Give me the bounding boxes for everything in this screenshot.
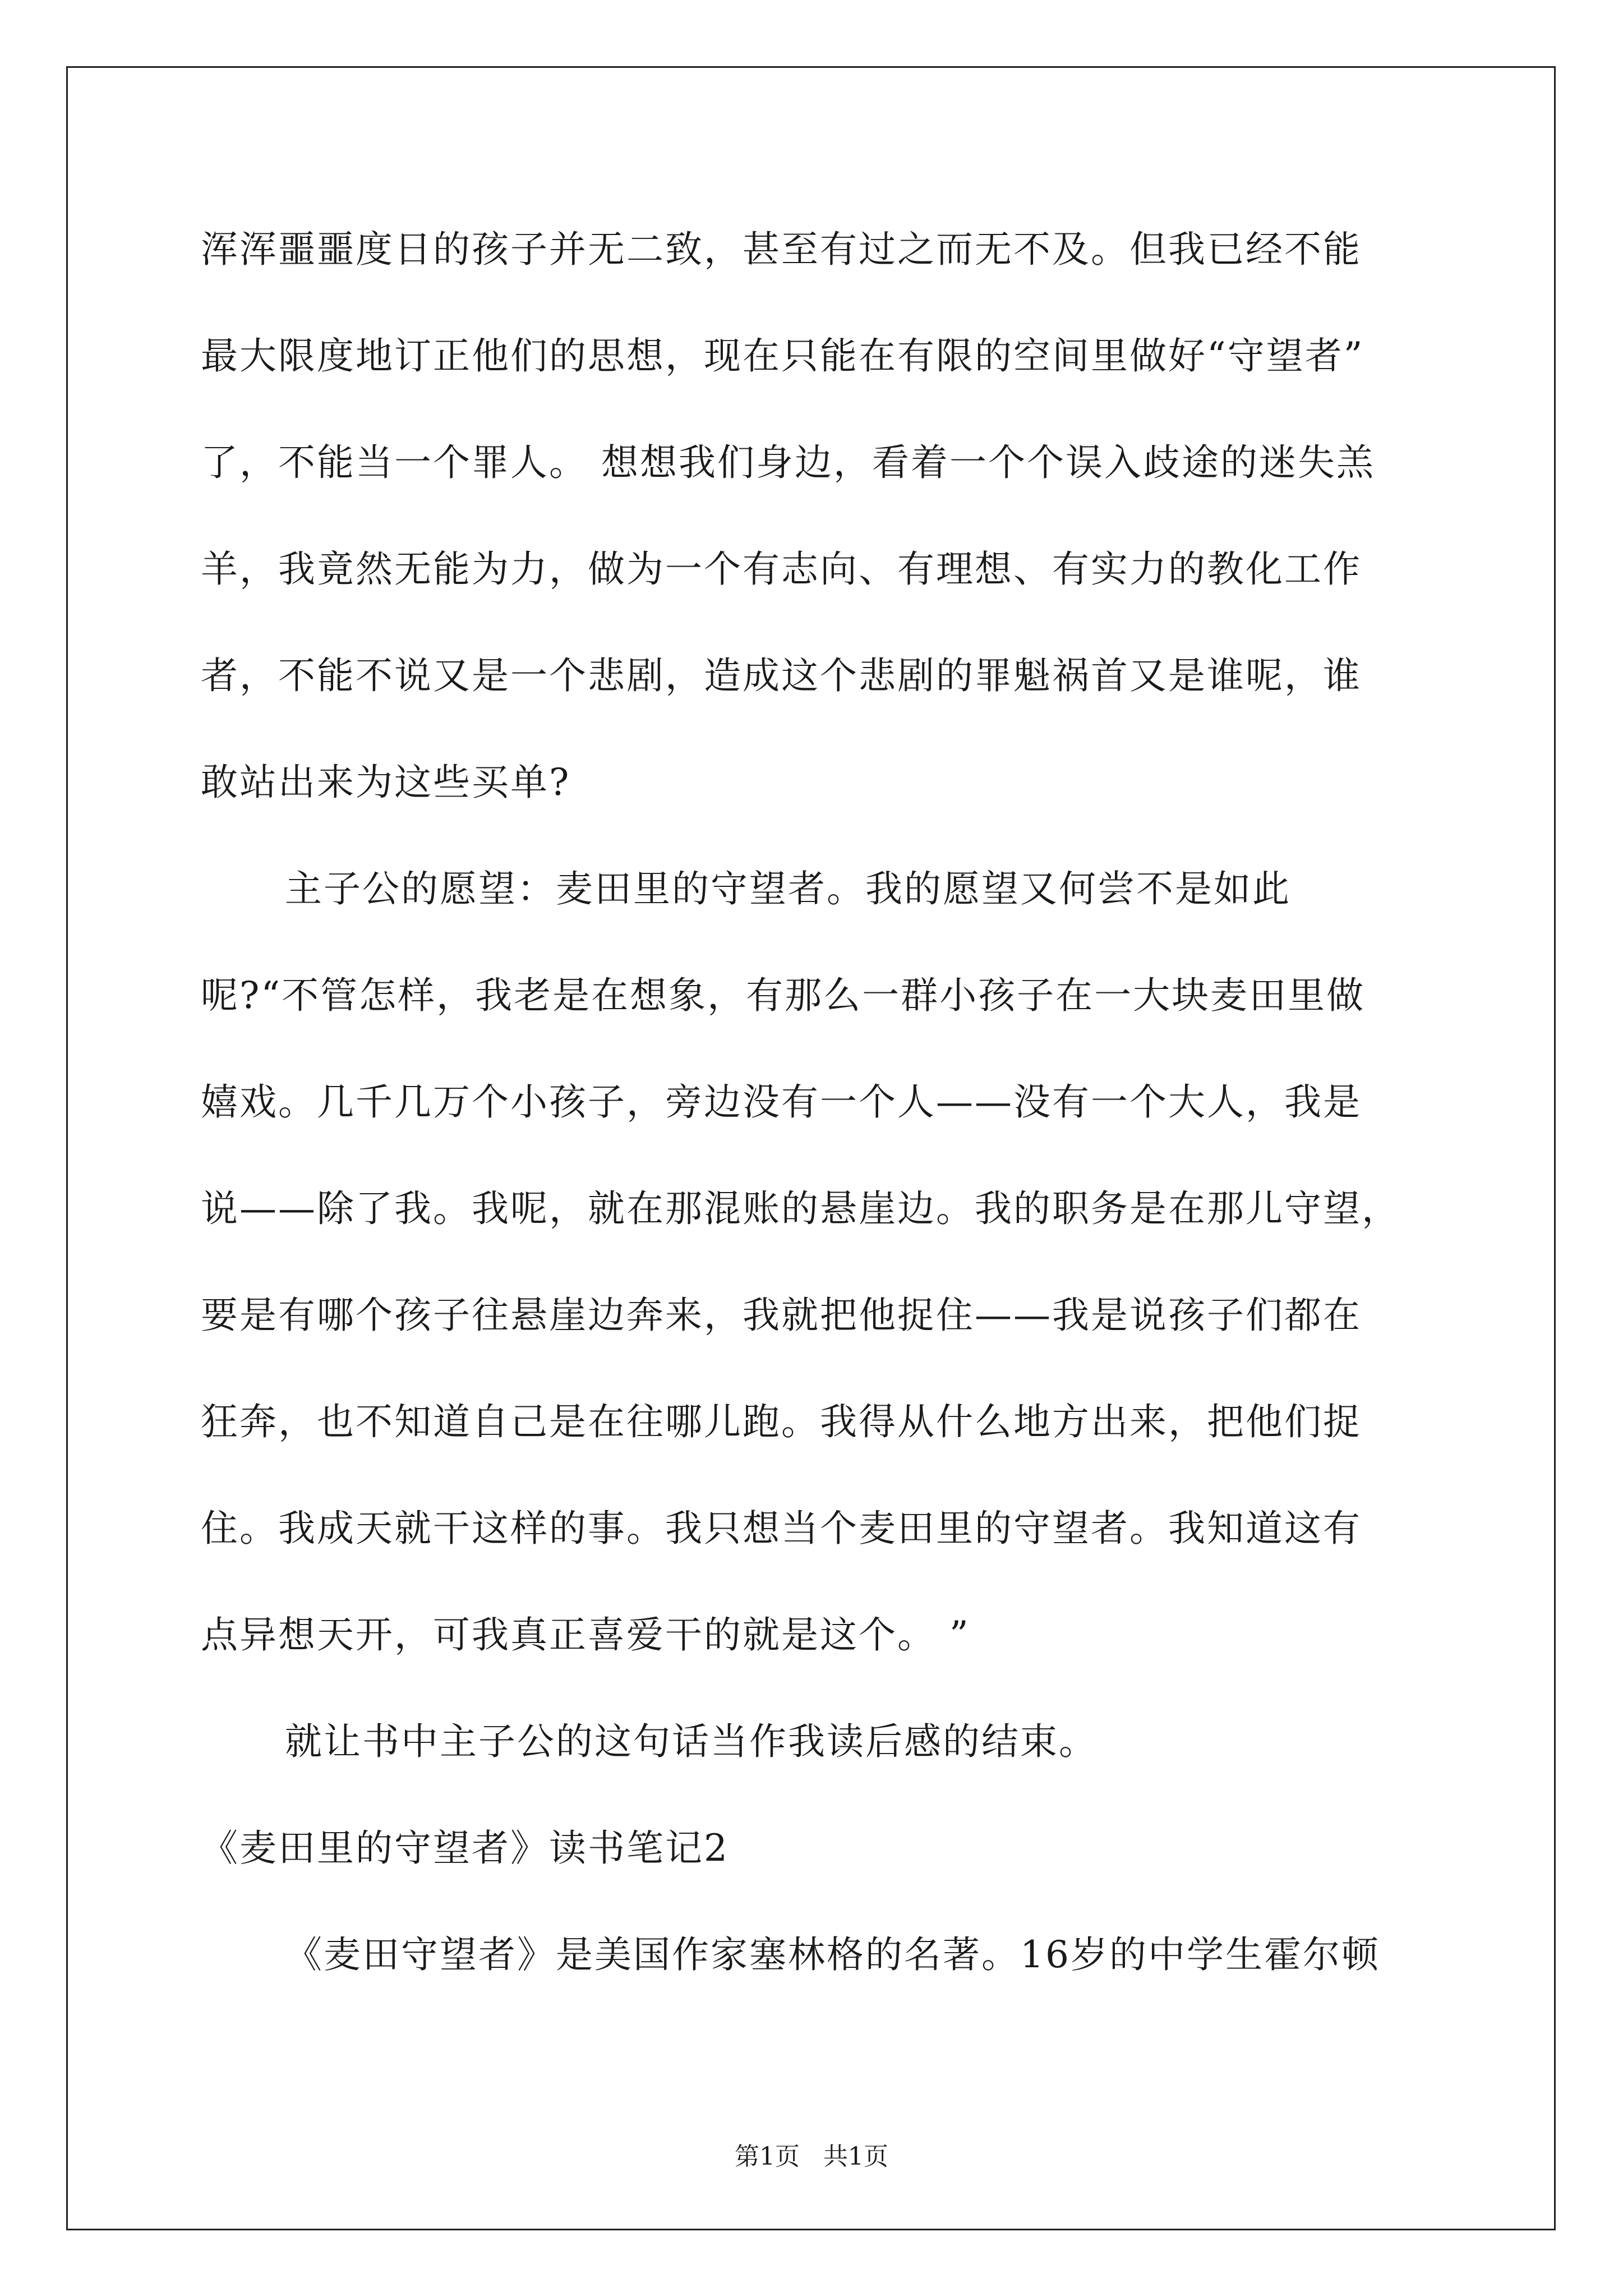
body-line: 浑浑噩噩度日的孩子并无二致，甚至有过之而无不及。但我已经不能 <box>201 228 1362 271</box>
body-line: 呢?“不管怎样，我老是在想象，有那么一群小孩子在一大块麦田里做 <box>201 974 1366 1017</box>
body-line: 敢站出来为这些买单? <box>201 761 571 804</box>
body-line: 了，不能当一个罪人。 想想我们身边，看着一个个误入歧途的迷失羔 <box>201 441 1375 484</box>
body-line: 住。我成天就干这样的事。我只想当个麦田里的守望者。我知道这有 <box>201 1507 1362 1550</box>
paragraph-start-line: 就让书中主子公的这句话当作我读后感的结束。 <box>285 1720 1098 1763</box>
page-border <box>66 66 1556 2230</box>
section-heading: 《麦田里的守望者》读书笔记2 <box>201 1826 729 1870</box>
body-line: 嬉戏。几千几万个小孩子，旁边没有一个人——没有一个大人，我是 <box>201 1080 1362 1124</box>
paragraph-start-line: 主子公的愿望：麦田里的守望者。我的愿望又何尝不是如此 <box>285 867 1291 910</box>
body-line: 羊，我竟然无能为力，做为一个有志向、有理想、有实力的教化工作 <box>201 547 1362 591</box>
body-line: 点异想天开，可我真正喜爱干的就是这个。 ” <box>201 1613 970 1657</box>
body-line: 说——除了我。我呢，就在那混账的悬崖边。我的职务是在那儿守望， <box>201 1187 1400 1230</box>
body-line: 要是有哪个孩子往悬崖边奔来，我就把他捉住——我是说孩子们都在 <box>201 1294 1362 1337</box>
body-line: 者，不能不说又是一个悲剧，造成这个悲剧的罪魁祸首又是谁呢，谁 <box>201 654 1362 697</box>
paragraph-start-line: 《麦田守望者》是美国作家塞林格的名著。16岁的中学生霍尔顿 <box>285 1933 1380 1976</box>
body-line: 狂奔，也不知道自己是在往哪儿跑。我得从什么地方出来，把他们捉 <box>201 1400 1362 1443</box>
page-footer: 第1页 共1页 <box>735 2142 888 2171</box>
body-line: 最大限度地订正他们的思想，现在只能在有限的空间里做好“守望者” <box>201 334 1364 378</box>
